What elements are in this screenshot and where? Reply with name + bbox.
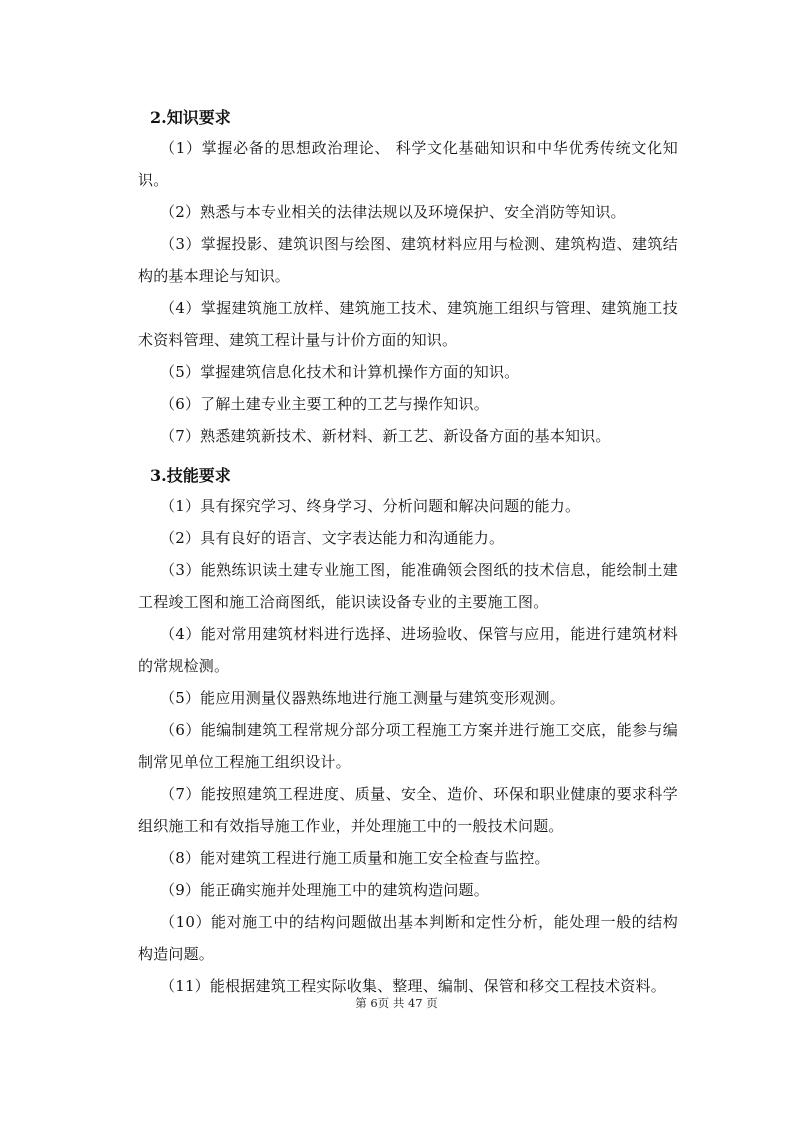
page-content [138,104,678,1002]
page-number-footer: 第 6页 共 47 页 [355,996,438,1010]
skills-item-7: （7）能按照建筑工程进度、质量、安全、造价、环保和职业健康的要求科学组织施工和有效指导施工作业，并处理施工中的一般技术问题。 [138,785,678,835]
knowledge-item-6: （6）了解土建专业主要工种的工艺与操作知识。 [160,395,489,413]
skills-heading: 3.技能要求 [150,466,231,485]
skills-item-2: （2）具有良好的语言、文字表达能力和沟通能力。 [160,529,505,547]
knowledge-item-4: （4）掌握建筑施工放样、建筑施工技术、建筑施工组织与管理、建筑施工技术资料管理、建筑工程计量与计价方面的知识。 [138,299,678,349]
skills-item-3: （3）能熟练识读土建专业施工图，能准确领会图纸的技术信息，能绘制土建工程竣工图和施工洽商图纸，能识读设备专业的主要施工图。 [138,561,678,611]
skills-item-11: （11）能根据建筑工程实际收集、整理、编制、保管和移交工程技术资料。 [160,977,666,995]
skills-item-4: （4）能对常用建筑材料进行选择、进场验收、保管与应用，能进行建筑材料的常规检测。 [138,625,678,675]
skills-item-6: （6）能编制建筑工程常规分部分项工程施工方案并进行施工交底，能参与编制常见单位工程施工组织设计。 [138,721,678,771]
skills-item-8: （8）能对建筑工程进行施工质量和施工安全检查与监控。 [160,849,550,867]
knowledge-heading: 2.知识要求 [150,108,231,127]
skills-item-9: （9）能正确实施并处理施工中的建筑构造问题。 [160,881,489,899]
skills-item-10: （10）能对施工中的结构问题做出基本判断和定性分析，能处理一般的结构构造问题。 [138,913,678,963]
knowledge-item-5: （5）掌握建筑信息化技术和计算机操作方面的知识。 [160,363,520,381]
knowledge-item-7: （7）熟悉建筑新技术、新材料、新工艺、新设备方面的基本知识。 [160,427,611,445]
skills-item-5: （5）能应用测量仪器熟练地进行施工测量与建筑变形观测。 [160,689,565,707]
knowledge-item-1: （1）掌握必备的思想政治理论、 科学文化基础知识和中华优秀传统文化知识。 [138,139,678,189]
knowledge-item-3: （3）掌握投影、建筑识图与绘图、建筑材料应用与检测、建筑构造、建筑结构的基本理论与知识。 [138,235,678,285]
skills-item-1: （1）具有探究学习、终身学习、分析问题和解决问题的能力。 [160,497,581,515]
knowledge-item-2: （2）熟悉与本专业相关的法律法规以及环境保护、安全消防等知识。 [160,203,626,221]
